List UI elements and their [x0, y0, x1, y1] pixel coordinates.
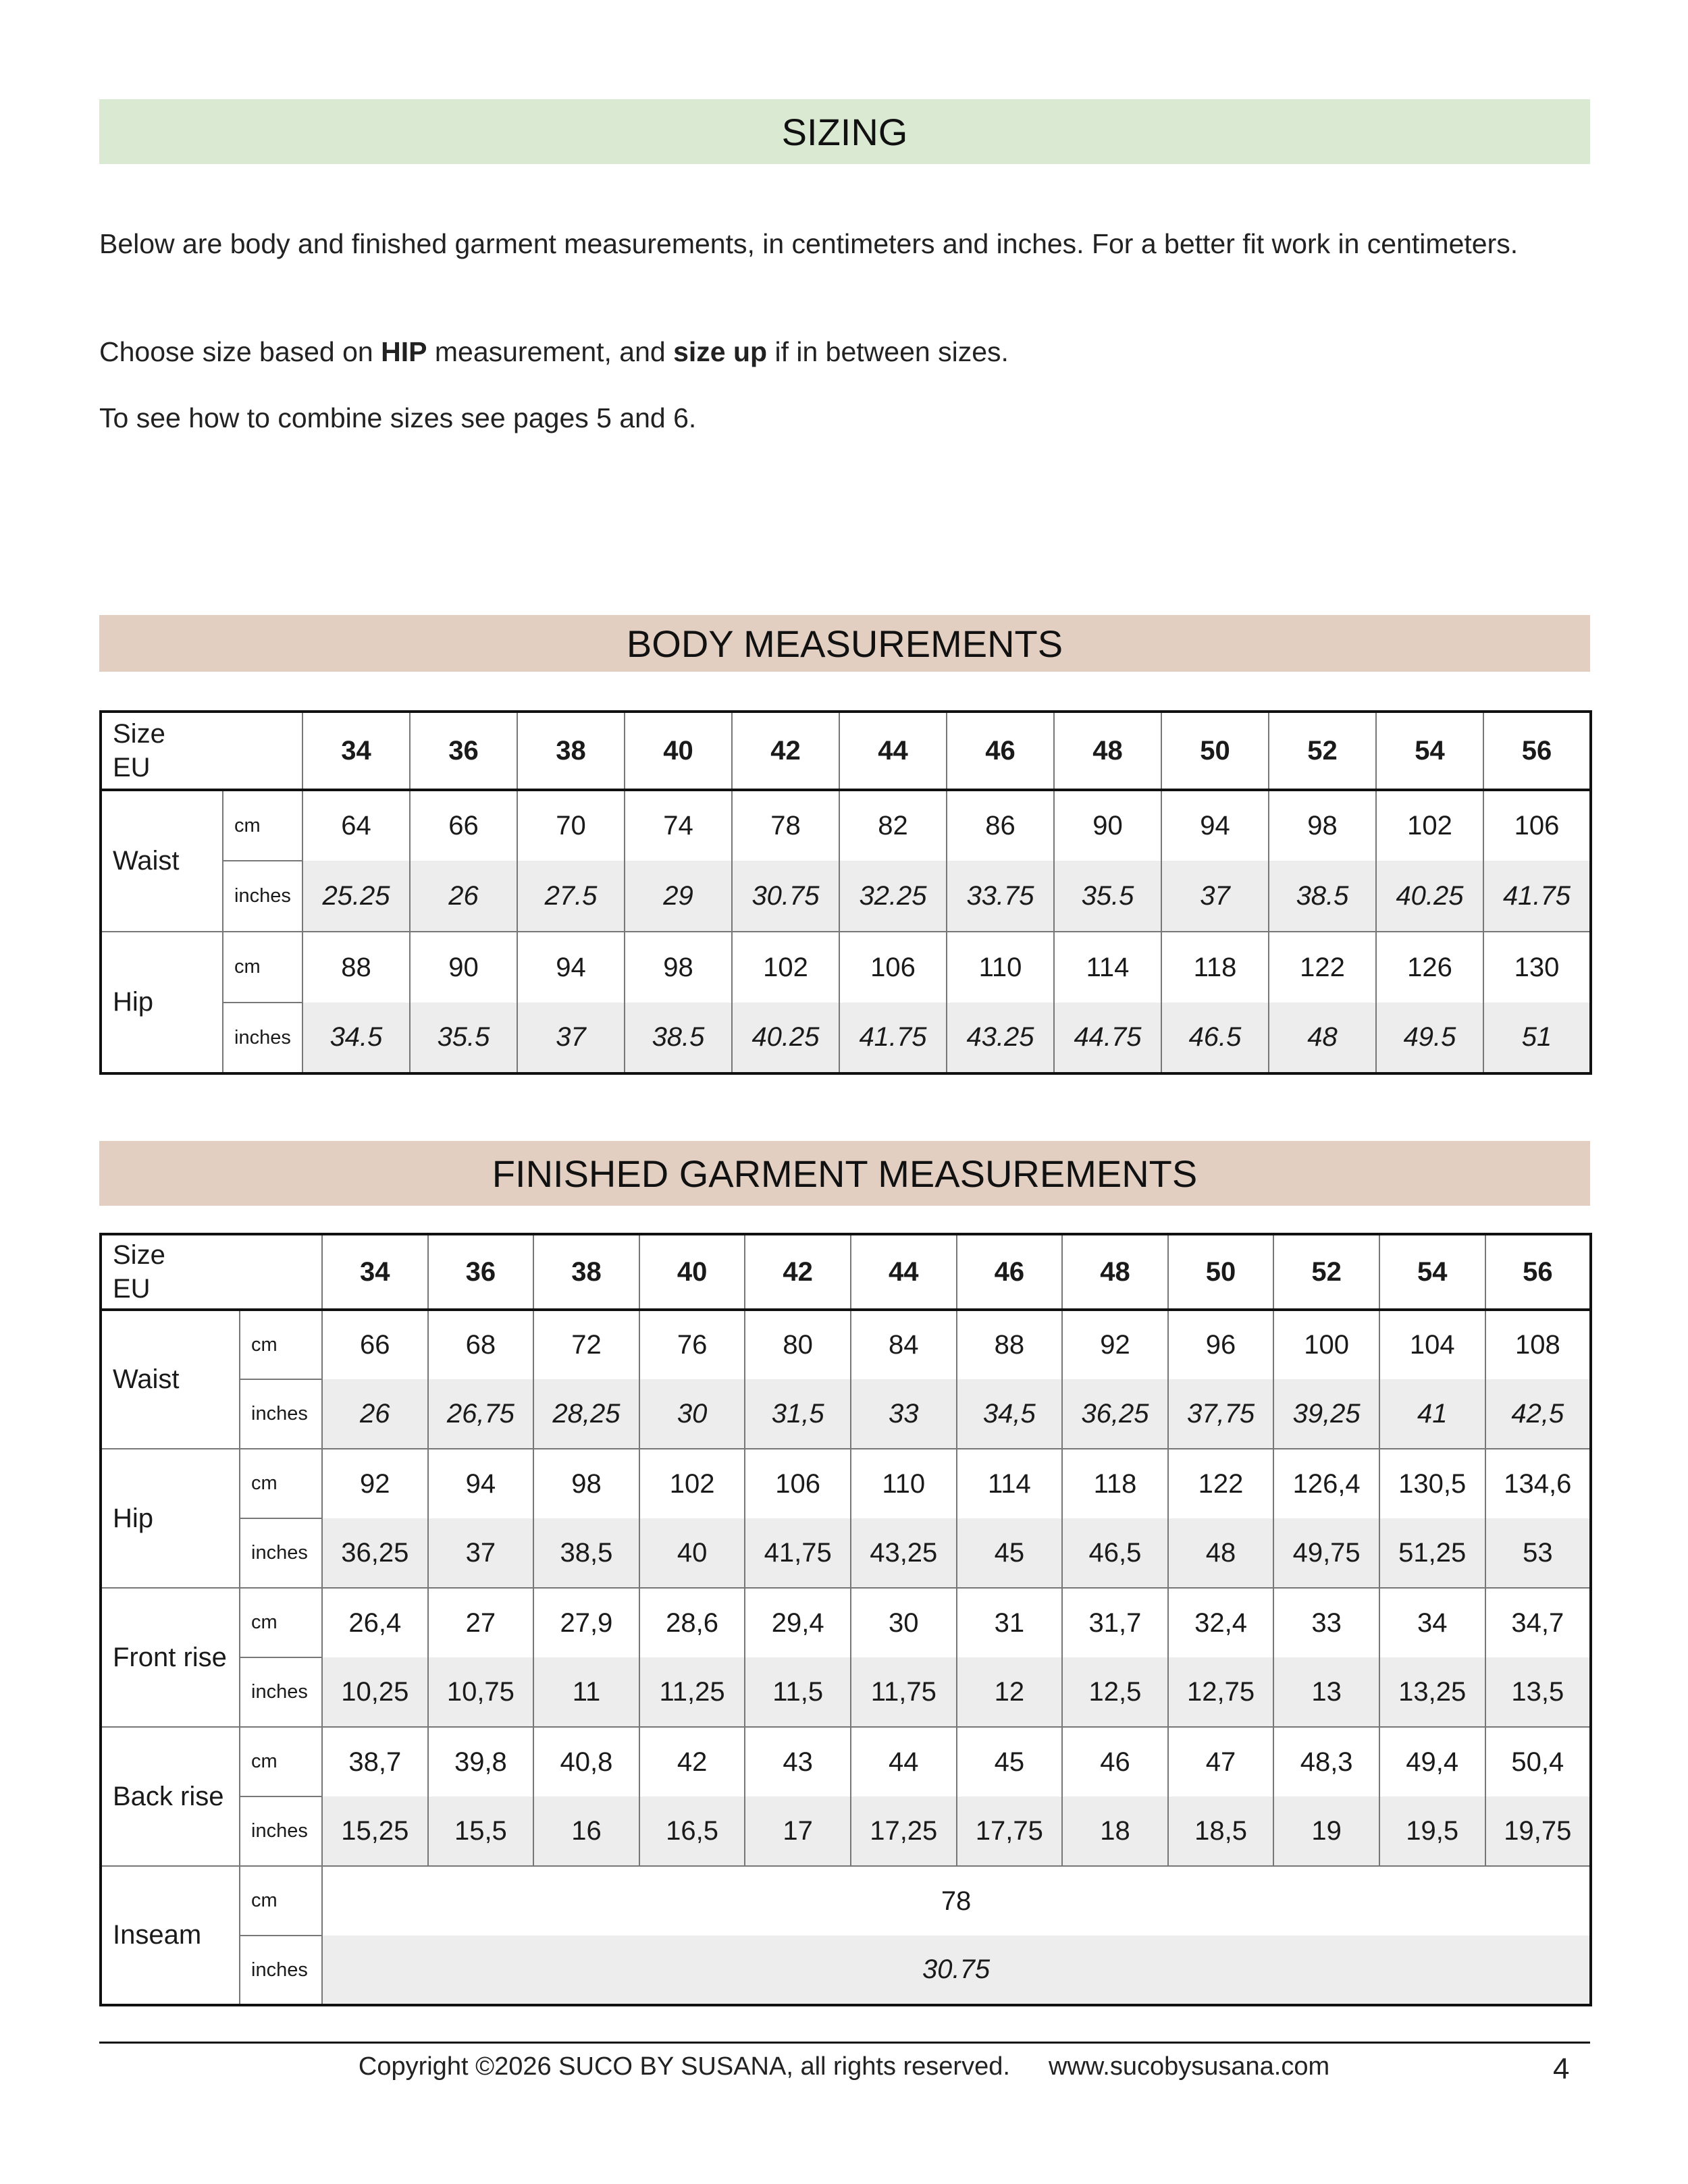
size-header-cell: 36 — [410, 712, 517, 790]
table-cell: 45 — [957, 1518, 1063, 1588]
table-cell: 38,7 — [322, 1727, 428, 1796]
size-header-cell: 50 — [1168, 1234, 1274, 1310]
table-cell: 102 — [639, 1449, 745, 1518]
unit-cm-label: cm — [240, 1310, 322, 1379]
table-cell: 17,25 — [851, 1796, 957, 1866]
unit-inches-label: inches — [240, 1379, 322, 1449]
size-header-cell: 38 — [517, 712, 625, 790]
intro-text-3: To see how to combine sizes see pages 5 and 6. — [99, 402, 697, 433]
size-eu-label — [101, 1234, 322, 1310]
table-cell: 102 — [1376, 790, 1483, 861]
front-rise-cm-row — [101, 1588, 1591, 1657]
table-cell: 66 — [322, 1310, 428, 1379]
table-cell: 44.75 — [1054, 1003, 1161, 1073]
table-cell: 29 — [625, 861, 732, 932]
back-rise-inches-row — [101, 1796, 1591, 1866]
table-cell: 29,4 — [745, 1588, 851, 1657]
hip-row-label: Hip — [101, 932, 223, 1073]
table-cell: 40.25 — [732, 1003, 839, 1073]
table-cell: 98 — [533, 1449, 639, 1518]
table-cell: 15,5 — [428, 1796, 534, 1866]
table-cell: 72 — [533, 1310, 639, 1379]
table-cell: 12,75 — [1168, 1657, 1274, 1727]
table-cell: 94 — [1161, 790, 1269, 861]
table-cell: 41 — [1379, 1379, 1485, 1449]
table-cell: 94 — [428, 1449, 534, 1518]
table-cell: 13,5 — [1485, 1657, 1591, 1727]
front-rise-inches-row — [101, 1657, 1591, 1727]
table-cell: 104 — [1379, 1310, 1485, 1379]
size-header-cell: 56 — [1485, 1234, 1591, 1310]
intro-text-2 — [99, 331, 1585, 373]
table-cell: 26 — [410, 861, 517, 932]
table-cell: 48 — [1168, 1518, 1274, 1588]
intro-paragraph-3 — [99, 397, 1585, 439]
table-cell: 102 — [732, 932, 839, 1003]
table-cell: 106 — [839, 932, 947, 1003]
table-cell: 37 — [1161, 861, 1269, 932]
size-header-cell: 44 — [851, 1234, 957, 1310]
table-cell: 94 — [517, 932, 625, 1003]
table-cell: 19,5 — [1379, 1796, 1485, 1866]
table-cell: 13,25 — [1379, 1657, 1485, 1727]
table-cell: 80 — [745, 1310, 851, 1379]
table-cell: 46.5 — [1161, 1003, 1269, 1073]
intro-paragraph-2 — [99, 331, 1585, 373]
table-cell: 19 — [1273, 1796, 1379, 1866]
table-cell: 46,5 — [1062, 1518, 1168, 1588]
table-cell: 88 — [302, 932, 410, 1003]
table-cell: 68 — [428, 1310, 534, 1379]
size-eu-label — [101, 712, 302, 790]
table-cell: 26,75 — [428, 1379, 534, 1449]
unit-cm-label: cm — [240, 1449, 322, 1518]
table-cell: 26 — [322, 1379, 428, 1449]
table-cell: 19,75 — [1485, 1796, 1591, 1866]
table-cell: 17 — [745, 1796, 851, 1866]
body-measurements-table — [99, 710, 1592, 1075]
table-cell: 96 — [1168, 1310, 1274, 1379]
table-cell: 51,25 — [1379, 1518, 1485, 1588]
intro-text-2a: Choose size based on — [99, 336, 381, 367]
table-cell: 106 — [745, 1449, 851, 1518]
table-cell: 30 — [639, 1379, 745, 1449]
size-header-cell: 50 — [1161, 712, 1269, 790]
table-cell: 10,25 — [322, 1657, 428, 1727]
table-cell: 49.5 — [1376, 1003, 1483, 1073]
back-rise-cm-row — [101, 1727, 1591, 1796]
body-measurements-band — [99, 615, 1590, 672]
table-cell: 50,4 — [1485, 1727, 1591, 1796]
table-cell: 44 — [851, 1727, 957, 1796]
table-cell: 38,5 — [533, 1518, 639, 1588]
table-cell: 98 — [625, 932, 732, 1003]
inseam-inches-value: 30.75 — [322, 1936, 1591, 2005]
size-header-cell: 42 — [732, 712, 839, 790]
table-cell: 40.25 — [1376, 861, 1483, 932]
table-cell: 25.25 — [302, 861, 410, 932]
table-cell: 42 — [639, 1727, 745, 1796]
size-header-cell: 40 — [639, 1234, 745, 1310]
inseam-inches-row — [101, 1936, 1591, 2005]
table-cell: 51 — [1483, 1003, 1591, 1073]
size-header-cell: 48 — [1062, 1234, 1168, 1310]
table-cell: 76 — [639, 1310, 745, 1379]
footer-website[interactable]: www.sucobysusana.com — [1049, 2052, 1330, 2081]
table-cell: 122 — [1168, 1449, 1274, 1518]
table-cell: 39,8 — [428, 1727, 534, 1796]
intro-paragraph-1 — [99, 223, 1585, 265]
table-cell: 134,6 — [1485, 1449, 1591, 1518]
size-header-row — [101, 1234, 1591, 1310]
inseam-row-label: Inseam — [101, 1866, 240, 2005]
table-cell: 130,5 — [1379, 1449, 1485, 1518]
size-header-cell: 34 — [322, 1234, 428, 1310]
table-cell: 39,25 — [1273, 1379, 1379, 1449]
table-cell: 108 — [1485, 1310, 1591, 1379]
size-header-cell: 42 — [745, 1234, 851, 1310]
intro-text-2c: measurement, and — [427, 336, 674, 367]
table-cell: 27,9 — [533, 1588, 639, 1657]
garment-measurements-table — [99, 1233, 1592, 2006]
unit-cm-label: cm — [223, 790, 302, 861]
inseam-cm-row — [101, 1866, 1591, 1936]
table-cell: 37,75 — [1168, 1379, 1274, 1449]
table-cell: 11,75 — [851, 1657, 957, 1727]
table-cell: 42,5 — [1485, 1379, 1591, 1449]
table-cell: 48,3 — [1273, 1727, 1379, 1796]
unit-cm-label: cm — [240, 1588, 322, 1657]
intro-hip-bold: HIP — [381, 336, 427, 367]
table-cell: 49,4 — [1379, 1727, 1485, 1796]
size-header-cell: 52 — [1273, 1234, 1379, 1310]
table-cell: 13 — [1273, 1657, 1379, 1727]
table-cell: 41.75 — [1483, 861, 1591, 932]
unit-cm-label: cm — [223, 932, 302, 1003]
table-cell: 36,25 — [322, 1518, 428, 1588]
table-cell: 37 — [517, 1003, 625, 1073]
table-cell: 32,4 — [1168, 1588, 1274, 1657]
size-header-cell: 44 — [839, 712, 947, 790]
size-header-cell: 48 — [1054, 712, 1161, 790]
table-cell: 122 — [1269, 932, 1376, 1003]
unit-cm-label: cm — [240, 1727, 322, 1796]
hip-inches-row — [101, 1003, 1591, 1073]
table-cell: 18,5 — [1168, 1796, 1274, 1866]
size-header-cell: 46 — [957, 1234, 1063, 1310]
hip-cm-row — [101, 932, 1591, 1003]
size-header-cell: 52 — [1269, 712, 1376, 790]
table-cell: 90 — [410, 932, 517, 1003]
waist-inches-row — [101, 1379, 1591, 1449]
hip-cm-row — [101, 1449, 1591, 1518]
table-cell: 74 — [625, 790, 732, 861]
table-cell: 41,75 — [745, 1518, 851, 1588]
table-cell: 31 — [957, 1588, 1063, 1657]
size-header-cell: 40 — [625, 712, 732, 790]
table-cell: 31,7 — [1062, 1588, 1168, 1657]
sizing-title-band — [99, 99, 1590, 164]
table-cell: 64 — [302, 790, 410, 861]
unit-inches-label: inches — [240, 1518, 322, 1588]
table-cell: 70 — [517, 790, 625, 861]
table-cell: 33 — [1273, 1588, 1379, 1657]
size-header-cell: 36 — [428, 1234, 534, 1310]
table-cell: 114 — [957, 1449, 1063, 1518]
table-cell: 114 — [1054, 932, 1161, 1003]
table-cell: 38.5 — [1269, 861, 1376, 932]
table-cell: 40,8 — [533, 1727, 639, 1796]
table-cell: 34,5 — [957, 1379, 1063, 1449]
table-cell: 130 — [1483, 932, 1591, 1003]
table-cell: 33.75 — [947, 861, 1054, 932]
eu-label: EU — [113, 1274, 151, 1304]
table-cell: 41.75 — [839, 1003, 947, 1073]
waist-cm-row — [101, 790, 1591, 861]
table-cell: 46 — [1062, 1727, 1168, 1796]
unit-inches-label: inches — [223, 861, 302, 932]
unit-inches-label: inches — [240, 1657, 322, 1727]
table-cell: 82 — [839, 790, 947, 861]
page-title: SIZING — [781, 110, 908, 153]
table-cell: 49,75 — [1273, 1518, 1379, 1588]
table-cell: 110 — [947, 932, 1054, 1003]
table-cell: 45 — [957, 1727, 1063, 1796]
intro-text-2e: if in between sizes. — [767, 336, 1009, 367]
page-number: 4 — [1553, 2052, 1570, 2085]
unit-cm-label: cm — [240, 1866, 322, 1936]
waist-cm-row — [101, 1310, 1591, 1379]
garment-measurements-title: FINISHED GARMENT MEASUREMENTS — [492, 1152, 1198, 1195]
size-header-cell: 54 — [1376, 712, 1483, 790]
table-cell: 30.75 — [732, 861, 839, 932]
table-cell: 27 — [428, 1588, 534, 1657]
intro-text-1: Below are body and finished garment measurements, in centimeters and inches. For a better fit work in centimeters. — [99, 228, 1519, 259]
table-cell: 35.5 — [1054, 861, 1161, 932]
table-cell: 11,25 — [639, 1657, 745, 1727]
waist-row-label: Waist — [101, 1310, 240, 1449]
unit-inches-label: inches — [240, 1936, 322, 2005]
table-cell: 34.5 — [302, 1003, 410, 1073]
table-cell: 98 — [1269, 790, 1376, 861]
table-cell: 30 — [851, 1588, 957, 1657]
table-cell: 11,5 — [745, 1657, 851, 1727]
table-cell: 47 — [1168, 1727, 1274, 1796]
hip-row-label: Hip — [101, 1449, 240, 1588]
table-cell: 86 — [947, 790, 1054, 861]
back-rise-row-label: Back rise — [101, 1727, 240, 1866]
footer — [0, 2052, 1688, 2081]
unit-inches-label: inches — [240, 1796, 322, 1866]
footer-divider — [99, 2042, 1590, 2044]
intro-size-up-bold: size up — [673, 336, 768, 367]
eu-label: EU — [113, 753, 151, 782]
footer-copyright: Copyright ©2026 SUCO BY SUSANA, all rights reserved. — [358, 2052, 1010, 2081]
hip-inches-row — [101, 1518, 1591, 1588]
table-cell: 92 — [322, 1449, 428, 1518]
inseam-cm-value: 78 — [322, 1866, 1591, 1936]
table-cell: 43,25 — [851, 1518, 957, 1588]
waist-inches-row — [101, 861, 1591, 932]
table-cell: 43.25 — [947, 1003, 1054, 1073]
table-cell: 35.5 — [410, 1003, 517, 1073]
table-cell: 126,4 — [1273, 1449, 1379, 1518]
table-cell: 10,75 — [428, 1657, 534, 1727]
table-cell: 36,25 — [1062, 1379, 1168, 1449]
table-cell: 100 — [1273, 1310, 1379, 1379]
table-cell: 34,7 — [1485, 1588, 1591, 1657]
size-label: Size — [113, 719, 165, 749]
waist-row-label: Waist — [101, 790, 223, 932]
table-cell: 18 — [1062, 1796, 1168, 1866]
table-cell: 16 — [533, 1796, 639, 1866]
size-header-cell: 34 — [302, 712, 410, 790]
size-header-row — [101, 712, 1591, 790]
table-cell: 11 — [533, 1657, 639, 1727]
table-cell: 84 — [851, 1310, 957, 1379]
table-cell: 33 — [851, 1379, 957, 1449]
table-cell: 118 — [1161, 932, 1269, 1003]
table-cell: 40 — [639, 1518, 745, 1588]
table-cell: 90 — [1054, 790, 1161, 861]
table-cell: 110 — [851, 1449, 957, 1518]
table-cell: 26,4 — [322, 1588, 428, 1657]
table-cell: 17,75 — [957, 1796, 1063, 1866]
table-cell: 78 — [732, 790, 839, 861]
table-cell: 106 — [1483, 790, 1591, 861]
unit-inches-label: inches — [223, 1003, 302, 1073]
table-cell: 16,5 — [639, 1796, 745, 1866]
table-cell: 32.25 — [839, 861, 947, 932]
table-cell: 48 — [1269, 1003, 1376, 1073]
table-cell: 28,6 — [639, 1588, 745, 1657]
size-header-cell: 54 — [1379, 1234, 1485, 1310]
table-cell: 28,25 — [533, 1379, 639, 1449]
size-label: Size — [113, 1240, 165, 1270]
size-header-cell: 38 — [533, 1234, 639, 1310]
table-cell: 27.5 — [517, 861, 625, 932]
size-header-cell: 56 — [1483, 712, 1591, 790]
front-rise-row-label: Front rise — [101, 1588, 240, 1727]
table-cell: 31,5 — [745, 1379, 851, 1449]
size-header-cell: 46 — [947, 712, 1054, 790]
table-cell: 126 — [1376, 932, 1483, 1003]
table-cell: 53 — [1485, 1518, 1591, 1588]
table-cell: 15,25 — [322, 1796, 428, 1866]
table-cell: 38.5 — [625, 1003, 732, 1073]
garment-measurements-band — [99, 1141, 1590, 1206]
table-cell: 37 — [428, 1518, 534, 1588]
table-cell: 118 — [1062, 1449, 1168, 1518]
body-measurements-title: BODY MEASUREMENTS — [626, 622, 1063, 665]
table-cell: 92 — [1062, 1310, 1168, 1379]
table-cell: 12 — [957, 1657, 1063, 1727]
table-cell: 34 — [1379, 1588, 1485, 1657]
table-cell: 43 — [745, 1727, 851, 1796]
table-cell: 12,5 — [1062, 1657, 1168, 1727]
table-cell: 66 — [410, 790, 517, 861]
table-cell: 88 — [957, 1310, 1063, 1379]
